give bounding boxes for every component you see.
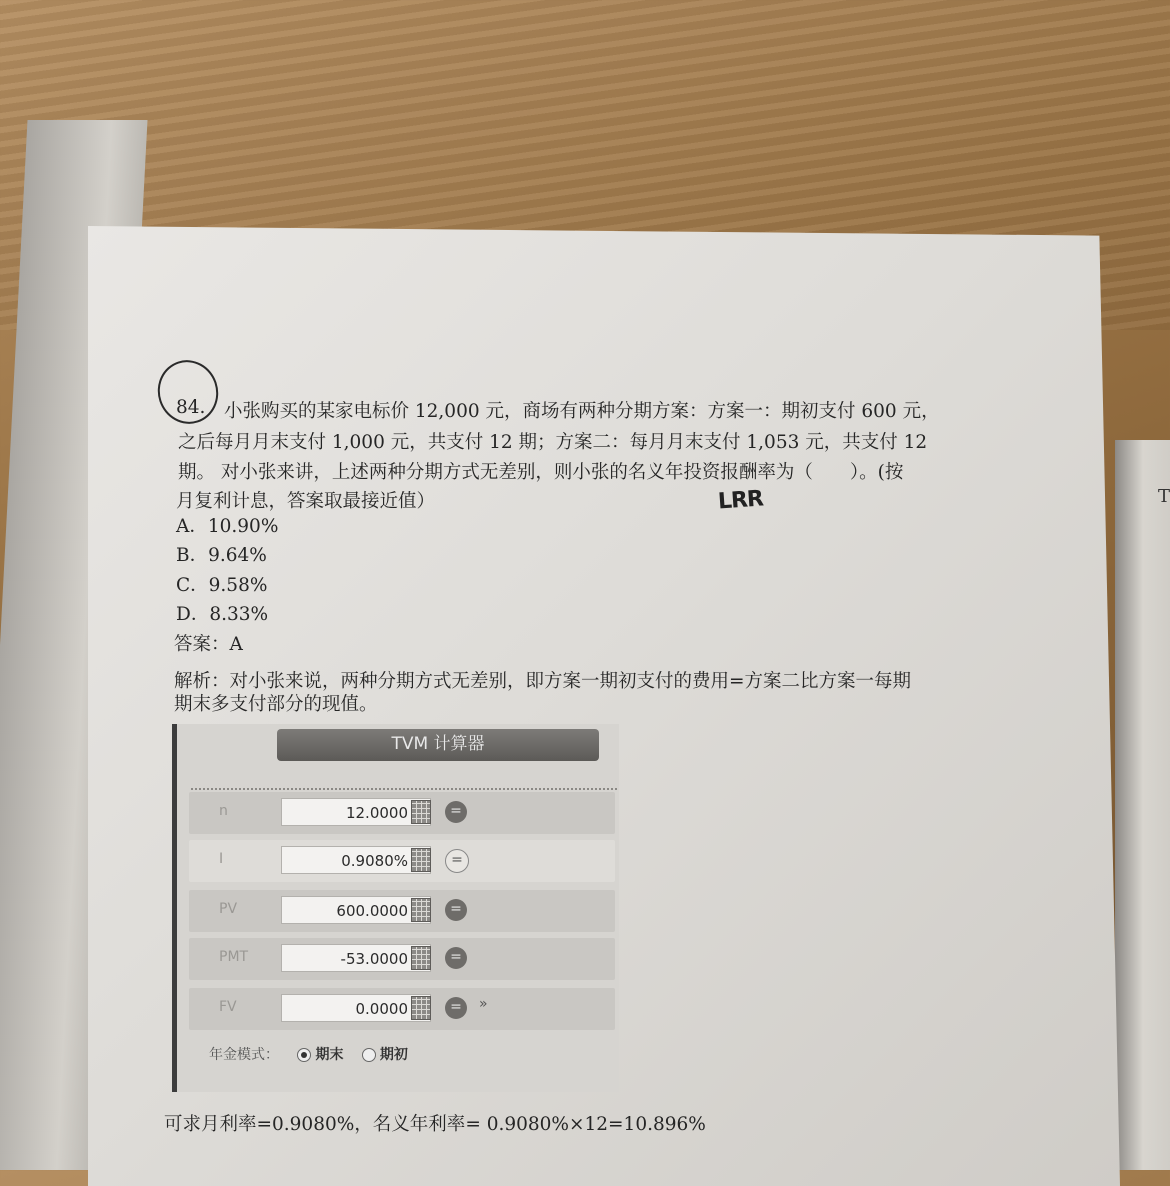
answer: 答案：A	[174, 634, 243, 655]
row-label: PV	[219, 901, 238, 917]
calculator-icon[interactable]	[411, 898, 431, 922]
calc-row-pmt	[189, 938, 615, 980]
compute-button[interactable]: =	[445, 997, 467, 1019]
n-input[interactable]: 12.0000	[281, 798, 431, 826]
row-label: I	[219, 851, 224, 867]
row-label: PMT	[219, 949, 249, 965]
fv-input[interactable]: 0.0000	[281, 994, 431, 1022]
compute-button[interactable]: =	[445, 899, 467, 921]
option-d: D．8.33%	[176, 604, 269, 625]
option-b: B．9.64%	[176, 545, 267, 566]
calculator-icon[interactable]	[411, 946, 431, 970]
question-number: 84.	[176, 397, 206, 418]
calc-row-fv	[189, 988, 615, 1030]
i-input[interactable]: 0.9080%	[281, 846, 431, 874]
radio-begin-label: 期初	[379, 1047, 408, 1063]
radio-end-label: 期末	[315, 1047, 344, 1063]
annuity-mode-label: 年金模式：	[209, 1047, 279, 1063]
radio-end[interactable]	[297, 1048, 311, 1062]
calc-row-n	[189, 792, 615, 834]
compute-button[interactable]: =	[445, 801, 467, 823]
row-label: n	[219, 803, 228, 819]
calculator-title: TVM 计算器	[277, 729, 599, 761]
analysis-line-2: 期末多支付部分的现值。	[174, 694, 378, 715]
right-book-edge	[1115, 440, 1170, 1170]
radio-begin[interactable]	[362, 1048, 376, 1062]
calculator-separator	[191, 788, 617, 790]
calc-row-pv	[189, 890, 615, 932]
pv-input[interactable]: 600.0000	[281, 896, 431, 924]
question-line-4: 月复利计息，答案取最接近值）	[176, 491, 436, 512]
calculator-icon[interactable]	[411, 800, 431, 824]
conclusion: 可求月利率=0.9080%，名义年利率= 0.9080%×12=10.896%	[164, 1114, 706, 1135]
tvm-calculator	[172, 724, 619, 1092]
question-line-2: 之后每月月末支付 1,000 元，共支付 12 期；方案二：每月月末支付 1,053 元，共支付 12	[178, 432, 928, 453]
calculator-icon[interactable]	[411, 848, 431, 872]
option-c: C．9.58%	[176, 575, 268, 596]
calculator-icon[interactable]	[411, 996, 431, 1020]
question-line-3: 期。 对小张来讲，上述两种分期方式无差别，则小张的名义年投资报酬率为（ ）。(按	[178, 462, 904, 483]
row-label: FV	[219, 999, 237, 1015]
calc-row-i	[189, 840, 615, 882]
question-line-1: 小张购买的某家电标价 12,000 元，商场有两种分期方案：方案一：期初支付 600 元，	[224, 401, 940, 422]
chevron-down-icon[interactable]: »	[479, 996, 488, 1012]
annuity-mode	[209, 1044, 408, 1064]
option-a: A．10.90%	[176, 516, 279, 537]
compute-button[interactable]: =	[445, 849, 469, 873]
right-book-mark: T	[1158, 486, 1170, 507]
compute-button[interactable]: =	[445, 947, 467, 969]
pmt-input[interactable]: -53.0000	[281, 944, 431, 972]
analysis-line-1: 解析：对小张来说，两种分期方式无差别，即方案一期初支付的费用=方案二比方案一每期	[174, 671, 912, 692]
handwritten-note: LRR	[717, 486, 764, 515]
